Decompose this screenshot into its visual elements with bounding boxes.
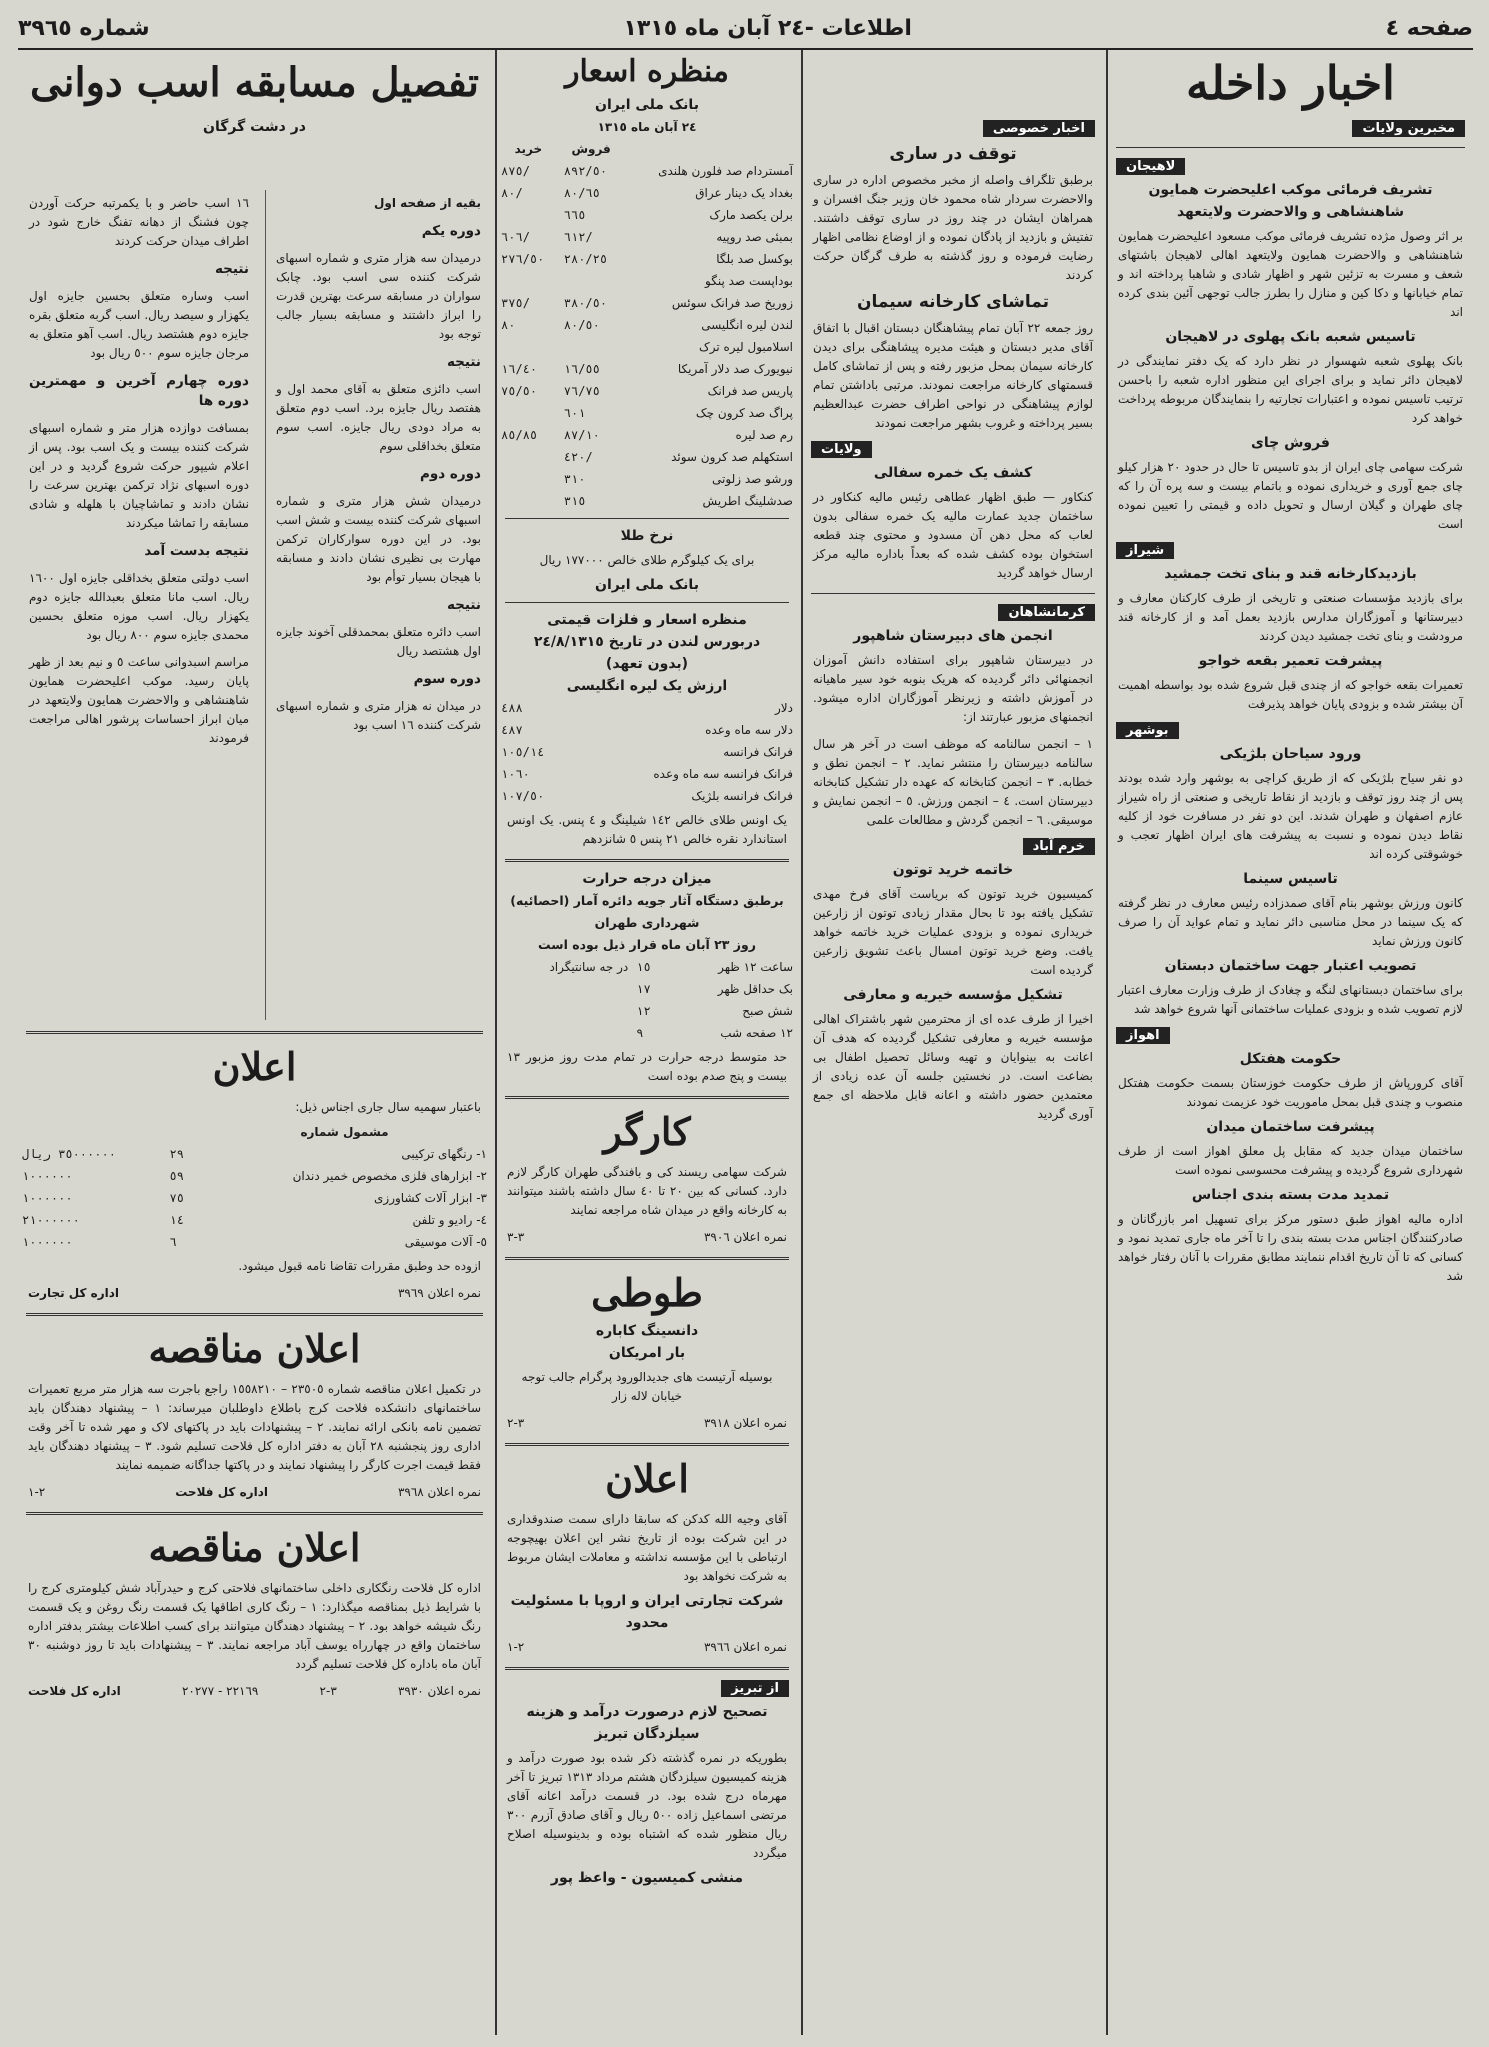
- shiraz-tag: شیراز: [1116, 542, 1174, 559]
- temp-row: [497, 978, 797, 1000]
- london-note: (بدون تعهد): [605, 656, 689, 672]
- currency-value: ١٠٧/٥٠: [501, 789, 545, 803]
- notice-ad-body: آقای وجیه الله کدکن که سابقا دارای سمت صندوقداری در این شرکت بوده از تاریخ نشر این اعلان بهیچوجه ارتباطی با این مؤسسه نداشته و معاملات ایشان مربوط به شرکت نخواهد بود: [507, 1512, 787, 1583]
- tender2-body: اداره کل فلاحت رنگکاری داخلی ساختمانهای فلاحتی کرج و حیدرآباد شش کیلومتری کرج را با شرایط ذیل بمناقصه میگذارد: ١ – رنگ کاری اطاقها یک قسمت رنگ روغن و یک قسمت رنگ شیشه خواهد بود. ٢ – پیشنهاد دهندگان میتوانند برای کسب اطلاعات بیشتر بدفتر اداره ساختمان واقع در چهارراه یوسف آباد مراجعه نمایند. ٣ – پیشنهادات باید تا روز دوشنبه ٣٠ آبان ماه باداره کل فلاحت تسلیم گردد: [28, 1581, 482, 1671]
- col-buy: خرید: [514, 142, 543, 156]
- gold-heading: نرخ طلا: [620, 528, 674, 544]
- trade-amount: ١٠٠٠٠٠٠: [22, 1235, 73, 1249]
- tooti-ad-code: ٣-٢: [507, 1416, 525, 1430]
- currency-value: ٤٨٨: [501, 701, 523, 715]
- article-body: دو نفر سیاح بلژیکی که از طریق کراچی به بوشهر وارد شده بودند پس از چند روز توقف و بازدید از نقاط تاریخی و صنعتی از راه شیراز عازم اصفهان و طهران شدند. این دو نفر در مسافرت خود از کلیه نقاط دیدن نموده و نسبت به پیشرفت های ایران اظهار تعجب و خوشوقتی کرده اند: [1118, 771, 1463, 861]
- rates-bank: بانک ملی ایران: [595, 97, 699, 113]
- currency-name: آمستردام صد فلورن هلندی: [658, 164, 793, 178]
- tender2-code: ٣-٢: [319, 1684, 337, 1698]
- currency-name: بوکسل صد بلگا: [716, 252, 793, 266]
- temp-unit: [497, 978, 632, 1000]
- currency-name: بمبئی صد روپیه: [716, 230, 793, 244]
- currency-name: رم صد لیره: [735, 428, 793, 442]
- sell-rate: ٣١٠: [563, 472, 586, 486]
- trade-ad-row: [18, 1209, 491, 1231]
- rate-row: [497, 270, 797, 292]
- headline: ورود سیاحان بلژیکی: [1219, 746, 1362, 762]
- headline: تماشای کارخانه سیمان: [856, 292, 1049, 312]
- rate-row: [497, 446, 797, 468]
- currency-name: فرانک فرانسه بلژیک: [691, 789, 793, 803]
- worker-ad-number: نمره اعلان ٣٩٠٦: [703, 1230, 787, 1244]
- buy-rate: [497, 336, 560, 358]
- continued-note: بقیه از صفحه اول: [373, 196, 481, 210]
- london-rate-row: [497, 785, 797, 807]
- sell-rate: [560, 270, 623, 292]
- trade-ad-table: [18, 1121, 491, 1253]
- race-subcolumn-right: [265, 190, 491, 1020]
- buy-rate: [497, 446, 560, 468]
- buy-rate: [497, 468, 560, 490]
- article-body: اخیرا از طرف عده ای از محترمین شهر باشتراک اهالی مؤسسه خیریه و معارفی تشکیل گردیده که هدف آن اعانت به بینوایان و تهیه وسائل تحصیل اطفال بی بضاعت است. در نخستین جلسه آن عده زیادی از معتمدین حضور داشته و اعانه قابل ملاحظه ای جمع آوری گردید: [813, 1012, 1093, 1121]
- sell-rate: [560, 336, 623, 358]
- headline: تاسیس شعبه بانک پهلوی در لاهیجان: [1165, 329, 1416, 345]
- special-tag: اخبار خصوصی: [983, 120, 1095, 137]
- khorramabad-tag: خرم آباد: [1023, 838, 1095, 855]
- currency-name: پراگ صد کرون چک: [695, 406, 793, 420]
- race-body: درمیدان سه هزار متری و شماره اسبهای شرکت کننده سی اسب بود. چابک سواران در مسابقه سرعت بهترین قدرت را ابراز داشتند و مسابقه بسیار جالب توجه بود: [276, 251, 481, 341]
- race-heading: دوره چهارم آخرین و مهمترین دوره ها: [29, 373, 249, 409]
- trade-ad-signature: اداره کل تجارت: [28, 1286, 120, 1300]
- race-subcolumn-left: [19, 190, 259, 1020]
- currency-name: بوداپست صد پنگو: [705, 274, 793, 288]
- trade-item: ١- رنگهای ترکیبی: [401, 1147, 487, 1161]
- horse-race-column: [18, 50, 491, 2035]
- article-body: بانک پهلوی شعبه شهسوار در نظر دارد که یک دفتر نمایندگی در لاهیجان دائر نماید و برای اجرای این منظور اداره شعبه را باحسن ترتیب تاسیس نموده و اعتبارات تجارتیه را بنمایندگان مربوطه پرداخت خواهد کرد: [1118, 354, 1463, 425]
- sell-rate: ٤٢٠/: [563, 450, 593, 464]
- lahijan-tag: لاهیجان: [1116, 158, 1185, 175]
- currency-name: فرانک فرانسه: [723, 745, 793, 759]
- rates-table: [497, 138, 797, 512]
- rate-row: [497, 182, 797, 204]
- london-rate-row: [497, 719, 797, 741]
- buy-rate: ٣٧٥/: [501, 296, 530, 310]
- tabriz-tag: از تبریز: [721, 1680, 789, 1697]
- section-title: اخبار داخله: [1186, 56, 1395, 110]
- signature: منشی کمیسیون - واعظ پور: [550, 1870, 744, 1886]
- sell-rate: ٨٩٢/٥٠: [563, 164, 608, 178]
- london-rate-row: [497, 697, 797, 719]
- currency-name: زوریخ صد فرانک سوئس: [671, 296, 793, 310]
- race-body: درمیدان شش هزار متری و شماره اسبهای شرکت کننده بیست و شش اسب بود. در این دوره سوارکاران ترکمن مهارت بی نظیری نشان دادند و مسابقه با هیجان بسیار توأم بود: [276, 494, 481, 584]
- london-unit: ارزش یک لیره انگلیسی: [566, 678, 728, 694]
- headline: حکومت هفتکل: [1239, 1051, 1342, 1067]
- buy-rate: ١٦/٤٠: [501, 362, 538, 376]
- headline: تاسیس سینما: [1243, 871, 1338, 887]
- temp-heading: میزان درجه حرارت: [582, 871, 712, 887]
- race-result-heading: نتیجه: [446, 354, 481, 370]
- trade-item: ٣- ابزار آلات کشاورزی: [374, 1191, 487, 1205]
- rate-row: [497, 336, 797, 358]
- masthead: [18, 10, 1473, 46]
- buy-rate: ٨٠: [501, 318, 516, 332]
- headline: انجمن های دبیرستان شاهپور: [853, 628, 1053, 644]
- article-body: برای ساختمان دبستانهای لنگه و چغادک از طرف وزارت معارف اعتبار لازم تصویب شده و بزودی عملیات ساختمانی آنها شروع خواهد شد: [1118, 983, 1463, 1016]
- currency-name: برلن یکصد مارک: [709, 208, 793, 222]
- notice-ad-code: ٢-١: [507, 1640, 525, 1654]
- sell-rate: ٣١٥: [563, 494, 586, 508]
- london-rate-row: [497, 741, 797, 763]
- issue-date: اطلاعات -٢٤ آبان ماه ١٣١٥: [623, 15, 912, 41]
- tender1-number: نمره اعلان ٣٩٦٨: [397, 1485, 481, 1499]
- worker-ad-title: کارگر: [603, 1109, 691, 1154]
- headline: تصویب اعتبار جهت ساختمان دبستان: [1164, 958, 1417, 974]
- temp-label: بک حداقل ظهر: [717, 982, 793, 996]
- rates-column: [495, 50, 797, 2035]
- currency-value: ٤٨٧: [501, 723, 523, 737]
- race-heading: دوره دوم: [420, 466, 481, 482]
- temp-unit: [497, 1000, 632, 1022]
- london-heading: منظره اسعار و فلزات قیمتی: [547, 612, 747, 628]
- rate-row: [497, 248, 797, 270]
- tooti-ad-title: طوطی: [591, 1270, 703, 1315]
- rate-row: [497, 226, 797, 248]
- worker-ad-code: ٣-٣: [507, 1230, 525, 1244]
- race-heading: دوره یکم: [421, 223, 481, 239]
- headline: پیشرفت ساختمان میدان: [1206, 1119, 1375, 1135]
- sell-rate: ٨٠/٥٠: [563, 318, 600, 332]
- article-body: کانون ورزش بوشهر بنام آقای صمدزاده رئیس معارف در نظر گرفته که یک سینما در محل مناسبی دائر نماید و تمام عواید آن را صرف کانون ورزش نماید: [1118, 896, 1463, 948]
- trade-number: ٥٩: [169, 1169, 184, 1183]
- notice-ad-number: نمره اعلان ٣٩٦٦: [703, 1640, 787, 1654]
- race-result-heading: نتیجه بدست آمد: [144, 543, 249, 559]
- london-gold: یک اونس طلای خالص ١٤٢ شیلینگ و ٤ پنس. یک اونس استاندارد نقره خالص ٢١ پنس ٥ شانزدهم: [507, 813, 788, 846]
- buy-rate: ٧٥/٥٠: [501, 384, 538, 398]
- page-number: صفحه ٤: [1385, 15, 1473, 41]
- rate-row: [497, 424, 797, 446]
- temp-date: روز ٢٣ آبان ماه قرار ذیل بوده است: [538, 937, 756, 952]
- tender1-title: اعلان مناقصه: [148, 1326, 361, 1371]
- sell-rate: ٨٧/١٠: [563, 428, 600, 442]
- trade-ad-row: [18, 1165, 491, 1187]
- trade-ad-row: [18, 1231, 491, 1253]
- race-result-heading: نتیجه: [214, 261, 249, 277]
- special-news-column: [801, 50, 1103, 2035]
- ads-block: [18, 1025, 491, 1705]
- temp-source: برطبق دستگاه آثار جویه دائره آمار (احصائیه) شهرداری طهران: [510, 893, 784, 930]
- article-body: تعمیرات بقعه خواجو که از چندی قبل شروع شده بود بواسطه اهمیت آن بیشتر شده و بزودی پایان خواهد پذیرفت: [1118, 678, 1463, 711]
- gold-bank: بانک ملی ایران: [595, 577, 699, 593]
- article-body: در دبیرستان شاهپور برای استفاده دانش آموزان انجمنهائی دائر گردیده که هریک بنوبه خود سیر ماهیانه در آموزش داشته و زیرنظر آموزگاران اداره میشود. انجمنهای مزبور عبارتند از:: [813, 653, 1093, 724]
- temp-row: [497, 956, 797, 978]
- currency-name: ورشو صد زلوتی: [712, 472, 793, 486]
- tender1-code: ٢-١: [28, 1485, 46, 1499]
- col-sell: فروش: [571, 142, 611, 156]
- race-result-heading: نتیجه: [446, 597, 481, 613]
- race-result: اسب وساره متعلق بحسین جایزه اول یکهزار و سیصد ریال. اسب گربه متعلق بقره جایزه دوم هشتصد ریال. اسب آهو متعلق به مرجان جایزه سوم ٥٠٠ ریال بود: [29, 289, 249, 360]
- currency-name: دلار سه ماه وعده: [705, 723, 793, 737]
- race-body: ١٦ اسب حاضر و با یکمرتبه حرکت آوردن چون فشنگ از دهانه تفنگ خارج شود در اطراف میدان حرکت کردند: [29, 196, 249, 248]
- trade-amount: ١٠٠٠٠٠٠: [22, 1191, 73, 1205]
- buy-rate: [497, 270, 560, 292]
- trade-ad-row: [18, 1143, 491, 1165]
- article-body: کنکاور — طبق اظهار عطاهی رئیس مالیه کنکاور در ساختمان جدید عمارت مالیه یک خمره سفالی بدون لعاب که محل دهن آن مسدود و محتوی چند قطعه استخوان بوده کشف شده که بعداً باداره مالیه مرکز ارسال خواهد گردید: [813, 490, 1093, 580]
- trade-ad-number: نمره اعلان ٣٩٦٩: [397, 1286, 481, 1300]
- currency-name: نیویورک صد دلار آمریکا: [677, 362, 793, 376]
- trade-amount: ١٠٠٠٠٠٠: [22, 1169, 73, 1183]
- trade-ad-intro: باعتبار سهمیه سال جاری اجناس ذیل:: [295, 1100, 481, 1114]
- article-body: ساختمان میدان جدید که مقابل پل معلق اهواز است از طرف شهرداری شروع گردیده و پیشرفت محسوسی نموده است: [1118, 1144, 1463, 1177]
- temp-value: ١٧: [636, 982, 651, 996]
- sell-rate: ٣٨٠/٥٠: [563, 296, 608, 310]
- trade-item: ٤- رادیو و تلفن: [412, 1213, 487, 1227]
- rate-row: [497, 160, 797, 182]
- trade-number: ١٤: [169, 1213, 184, 1227]
- rate-row: [497, 358, 797, 380]
- article-body: آقای کرورپاش از طرف حکومت خوزستان بسمت حکومت هفتکل منصوب و چندی قبل بمحل ماموریت خود عزیمت نمودند: [1118, 1076, 1463, 1109]
- currency-name: پاریس صد فرانک: [707, 384, 793, 398]
- race-result: اسب دائره متعلق بمحمدقلی آخوند جایزه اول هشتصد ریال: [276, 625, 481, 658]
- tender2-phone: ٢٢١٦٩ - ٢٠٢٧٧: [181, 1684, 259, 1698]
- race-title: تفصیل مسابقه اسب دوانی: [30, 59, 479, 106]
- temp-unit: [497, 1022, 632, 1044]
- temp-label: شش صبح: [742, 1004, 793, 1018]
- race-body: بمسافت دوازده هزار متر و شماره اسبهای شرکت کننده بیست و یک اسب بود. پس از اعلام شیپور حرکت شروع گردید و در این دوره اسبهای نژاد ترکمن بهترین سرعت را نشان دادند و تماشاچیان با هلهله و شادی مسابقه را تماشا میکردند: [29, 421, 249, 530]
- trade-ad-note: ازوده حد وطبق مقررات تقاضا نامه قبول میشود.: [238, 1259, 481, 1273]
- currency-value: ١٠٥/١٤: [501, 745, 545, 759]
- trade-number: ٧٥: [169, 1191, 184, 1205]
- sell-rate: ٦١٢/: [563, 230, 593, 244]
- gold-price: برای یک کیلوگرم طلای خالص ١٧٧٠٠٠ ریال: [539, 553, 755, 567]
- currency-name: صدشلینگ اطریش: [702, 494, 793, 508]
- domestic-news-column: [1106, 50, 1473, 2035]
- article-body: اداره مالیه اهواز طبق دستور مرکز برای تسهیل امر بازرگانان و صادرکنندگان اجناس مدت بسته بندی را تا آخر ماه جاری تمدید نمود و کسانی که تا آن تاریخ اقدام ننمایند مطابق مقررات با آنان رفتار خواهد شد: [1118, 1212, 1463, 1283]
- bushehr-tag: بوشهر: [1116, 722, 1179, 739]
- notice-ad-company: شرکت تجارتی ایران و اروپا با مسئولیت محدود: [510, 1593, 784, 1631]
- sell-rate: ١٦/٥٥: [563, 362, 600, 376]
- provinces-tag-2: ولایات: [811, 441, 872, 458]
- temp-value: ٩: [636, 1026, 644, 1040]
- rate-row: [497, 314, 797, 336]
- trade-item: ٢- ابزارهای فلزی مخصوص خمیر دندان: [292, 1169, 487, 1183]
- currency-name: بغداد یک دینار عراق: [695, 186, 793, 200]
- tender2-title: اعلان مناقصه: [148, 1525, 361, 1570]
- trade-number: ٦: [169, 1235, 177, 1249]
- headline: تمدید مدت بسته بندی اجناس: [1191, 1187, 1390, 1203]
- issue-number: شماره ٣٩٦٥: [18, 15, 150, 41]
- tooti-ad-number: نمره اعلان ٣٩١٨: [703, 1416, 787, 1430]
- tooti-ad-sub: دانسینگ کاباره: [595, 1323, 699, 1339]
- tender2-signature: اداره کل فلاحت: [28, 1684, 121, 1698]
- headline: خاتمه خرید توتون: [892, 862, 1014, 878]
- buy-rate: ٨٥/٨٥: [501, 428, 538, 442]
- rates-date: ٢٤ آبان ماه ١٣١٥: [597, 120, 697, 134]
- temp-label: ١٢ صفحه شب: [720, 1026, 793, 1040]
- tender2-number: نمره اعلان ٣٩٣٠: [397, 1684, 481, 1698]
- provinces-tag: مخبرین ولایات: [1352, 120, 1465, 137]
- headline: پیشرفت تعمیر بقعه خواجو: [1198, 653, 1383, 669]
- headline: تشکیل مؤسسه خیریه و معارفی: [843, 987, 1063, 1003]
- buy-rate: ٨٧٥/: [501, 164, 530, 178]
- sell-rate: ٦٦٥: [563, 208, 586, 222]
- buy-rate: [497, 402, 560, 424]
- buy-rate: ٨٠/: [501, 186, 523, 200]
- headline: تشریف فرمائی موکب اعلیحضرت همایون شاهنشاهی و والاحضرت ولایتعهد: [1148, 182, 1433, 220]
- trade-amount: ٣٥٠٠٠٠٠٠ ریال: [22, 1147, 116, 1161]
- london-table: [497, 697, 797, 807]
- tooti-ad-body: بوسیله آرتیست های جدیدالورود پرگرام جالب توجه خیابان لاله زار: [521, 1370, 773, 1403]
- trade-ad-row: [18, 1187, 491, 1209]
- sell-rate: ٢٨٠/٢٥: [563, 252, 608, 266]
- sell-rate: ٧٦/٧٥: [563, 384, 600, 398]
- tender1-body: در تکمیل اعلان مناقصه شماره ٢٣٥٠٥ – ١٥٥٨٢١٠ راجع باجرت سه هزار متر مربع تعمیرات ساختمانهای دانشکده فلاحت کرج باطلاع داوطلبان میرساند: ١ – پیشنهاد دهندگان باید تضمین نامه بانکی ارائه نمایند. ٢ – پیشنهادات باید در پاکتهای لاک و مهر شده تا آخر وقت اداری روز پنجشنبه ٢٨ آبان به دفتر اداره کل فلاحت تسلیم شود. ٣ – پیشنهاد دهندگان باید فقط قیمت اجرت کارگر را پیشنهاد نمایند و در پاکتها جداگانه ضمیمه نمایند: [28, 1382, 482, 1472]
- headline: تصحیح لازم درصورت درآمد و هزینه سیلزدگان تبریز: [526, 1704, 768, 1742]
- trade-ad-header: مشمول شماره: [300, 1125, 389, 1139]
- temp-average: حد متوسط درجه حرارت در تمام مدت روز مزبور ١٣ بیست و پنج صدم بوده است: [507, 1050, 787, 1083]
- trade-number: ٢٩: [169, 1147, 184, 1161]
- article-body: کمیسیون خرید توتون که بریاست آقای فرخ مهدی تشکیل یافته بود تا بحال مقدار زیادی توتون از زارعین خریداری نموده و بزودی عملیات خرید خاتمه خواهد یافت. وضع خرید توتون امسال باعث تشویق زارعین گردیده است: [813, 887, 1093, 977]
- temp-label: ساعت ١٢ ظهر: [718, 960, 793, 974]
- trade-ad-title: اعلان: [212, 1044, 297, 1089]
- article-list: ١ – انجمن سالنامه که موظف است در آخر هر سال سالنامه دبیرستان را منتشر نماید. ٢ – انجمن نطق و خطابه. ٣ – انجمن کتابخانه که عهده دار تشکیل کتابخانه دبیرستان است. ٤ – انجمن ورزش. ٥ – انجمن نمایش و موسیقی. ٦ – انجمن گردش و مطالعات علمی: [813, 737, 1093, 827]
- rate-row: [497, 490, 797, 512]
- temp-row: [497, 1000, 797, 1022]
- race-result: اسب دولتی متعلق بخداقلی جایزه اول ١٦٠٠ ریال. اسب مانا متعلق بعبدالله جایزه دوم یکهزار ریال. اسب موزه متعلق بحسین محمدی جایزه سوم ٨٠٠ ریال بود: [29, 571, 249, 642]
- headline: توقف در ساری: [889, 144, 1017, 164]
- currency-name: دلار: [775, 701, 793, 715]
- tooti-ad-sub2: بار امریکان: [608, 1345, 686, 1361]
- headline: بازدیدکارخانه قند و بنای تخت جمشید: [1164, 566, 1417, 582]
- currency-value: ١٠٦٠: [501, 767, 530, 781]
- london-date: دربورس لندن در تاریخ ٢٤/٨/١٣١٥: [533, 634, 761, 650]
- race-body: در میدان نه هزار متری و شماره اسبهای شرکت کننده ١٦ اسب بود: [276, 699, 481, 732]
- trade-amount: ٢١٠٠٠٠٠٠: [22, 1213, 80, 1227]
- currency-name: لندن لیره انگلیسی: [701, 318, 793, 332]
- rate-row: [497, 468, 797, 490]
- race-result: اسب دائزی متعلق به آقای محمد اول و هفتصد ریال جایزه برد. اسب دوم متعلق به مراد دودی ریال جایزه. اسب سوم متعلق بخداقلی سوم: [276, 382, 481, 453]
- race-heading: دوره سوم: [413, 671, 481, 687]
- worker-ad-body: شرکت سهامی ریسند کی و بافندگی طهران کارگر لازم دارد. کسانی که بین ٢٠ تا ٤٠ سال داشته باشند میتوانند به کارخانه واقع در میدان شاه مراجعه نمایند: [507, 1165, 787, 1217]
- temp-row: [497, 1022, 797, 1044]
- temp-table: [497, 956, 797, 1044]
- currency-name: اسلامبول لیره ترک: [698, 340, 793, 354]
- rate-row: [497, 204, 797, 226]
- london-rate-row: [497, 763, 797, 785]
- buy-rate: [497, 204, 560, 226]
- article-body: روز جمعه ٢٢ آبان تمام پیشاهنگان دبستان اقبال با اتفاق آقای مدیر دبستان و هیئت مدیره پیشاهنگی برای دیدن کارخانه سیمان بمحل مزبور رفته و پس از تماشای کامل قسمتهای کارخانه مراجعت نمودند. مرتبی باداشتن تمام لوازم پیشاهنگی در نواحی اطراف حضرت عبدالعظیم بسیر پرداخته و غروب بشهر مراجعت نمودند: [813, 321, 1094, 430]
- currency-name: استکهلم صد کرون سوئد: [671, 450, 793, 464]
- temp-unit: در جه سانتیگراد: [549, 960, 629, 974]
- buy-rate: ٢٧٦/٥٠: [501, 252, 545, 266]
- headline: فروش چای: [1251, 435, 1330, 451]
- trade-item: ٥- آلات موسیقی: [404, 1235, 487, 1249]
- article-body: بطوریکه در نمره گذشته ذکر شده بود صورت درآمد و هزینه کمیسیون سیلزدگان هشتم مرداد ١٣١٣ تبریز تا آخر مهرماه درج شده بود. در قسمت درآمد اعانه آقای مرتضی اسماعیل زاده ٥٠٠ ریال و آقای صادق آزرم ٣٠٠ ریال منظور شده که اشتباه بوده و بدینوسیله اصلاح میگردد: [507, 1751, 788, 1860]
- buy-rate: ٦٠٦/: [501, 230, 530, 244]
- notice-ad-title: اعلان: [605, 1456, 689, 1501]
- newspaper-page: [18, 48, 1473, 2035]
- rates-title: منظره اسعار: [564, 54, 730, 89]
- race-body: مراسم اسبدوانی ساعت ٥ و نیم بعد از ظهر پایان رسید. موکب اعلیحضرت همایون شاهنشاهی و والاحضرت همایون ولایتعهد در میان ابراز احساسات پرشور اهالی مراجعت فرمودند: [29, 655, 249, 745]
- ahvaz-tag: اهواز: [1116, 1027, 1170, 1044]
- sell-rate: ٦٠١: [563, 406, 586, 420]
- kermanshah-tag: کرمانشاهان: [998, 604, 1095, 621]
- race-subtitle: در دشت گرگان: [203, 119, 306, 135]
- rate-row: [497, 402, 797, 424]
- temp-value: ١٢: [636, 1004, 651, 1018]
- tender1-signature: اداره کل فلاحت: [175, 1485, 268, 1499]
- article-body: برطبق تلگراف واصله از مخبر مخصوص اداره در ساری والاحضرت سردار شاه محمود خان وزیر جنگ افسران و همراهان ایشان در چند روز در ساری توقف داشتند. تفتیش و بازدید از پادگان نموده و از اوضاع نظامی اظهار رضایت فرموده و روز گذشته به طرف گرگان حرکت کردند: [813, 173, 1093, 282]
- temp-value: ١٥: [636, 960, 651, 974]
- article-body: شرکت سهامی چای ایران از بدو تاسیس تا حال در حدود ٢٠ هزار کیلو چای جمع آوری و خریداری نموده و باتمام بیست و سه پره آن را که چای طهران و گیلان ارسال و تحویل داده و قیمتی را تعیین نموده است: [1118, 460, 1463, 531]
- sell-rate: ٨٠/٦٥: [563, 186, 600, 200]
- article-body: برای بازدید مؤسسات صنعتی و تاریخی از طرف کارکنان معارف و دبیرستانها و آموزگاران مدارس بازدید بعمل آمد و از کارخانه قند مرودشت و بنای تخت جمشید دیدن کردند: [1118, 591, 1463, 643]
- article-body: بر اثر وصول مژده تشریف فرمائی موکب مسعود اعلیحضرت همایون شاهنشاهی و والاحضرت همایون ولایتعهد اهالی لاهیجان باشتهای شعف و مسرت به تزئین شهر و اظهار شادی و شاهبا پرداخته اند و تمام خیابانها و دکا کین و منازل را بطرز جالب توجهی آئین بندی کرده اند: [1118, 229, 1463, 319]
- buy-rate: [497, 490, 560, 512]
- headline: کشف یک خمره سفالی: [873, 465, 1033, 481]
- rate-row: [497, 380, 797, 402]
- currency-name: فرانک فرانسه سه ماه وعده: [653, 767, 793, 781]
- rate-row: [497, 292, 797, 314]
